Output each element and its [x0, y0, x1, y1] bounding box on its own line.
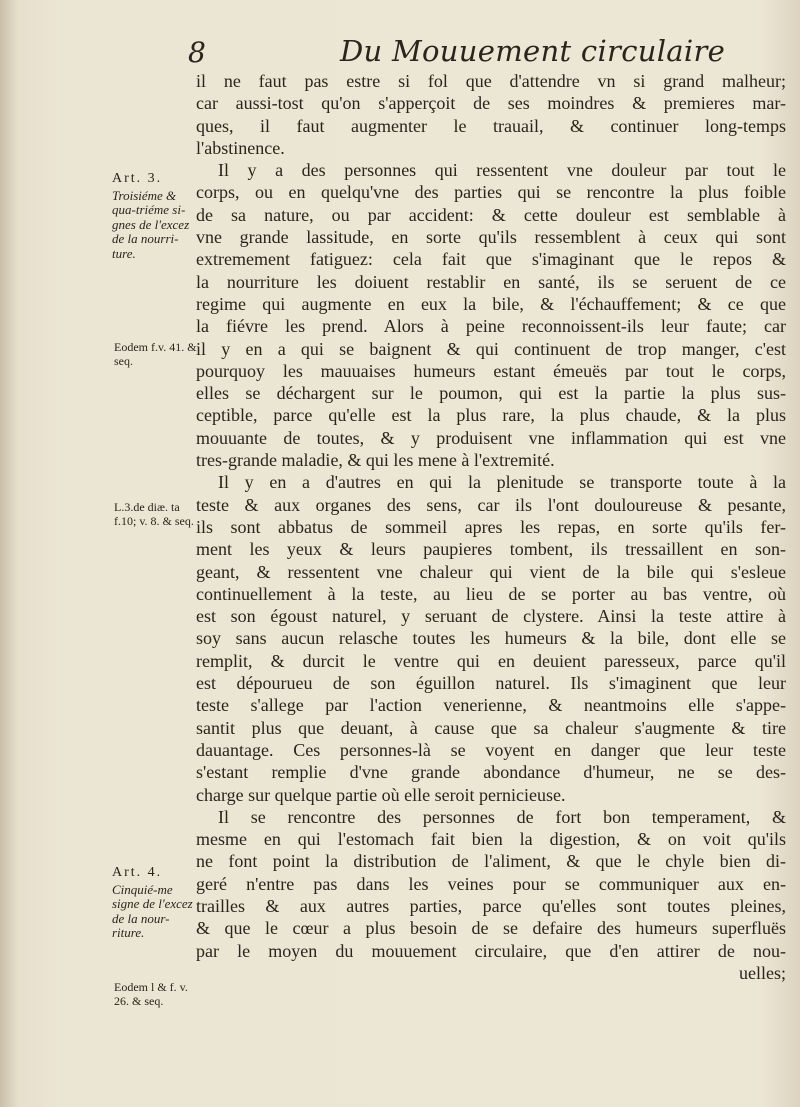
- text-line: pourquoy les mauuaises humeurs estant émeuës par tout le corps,: [196, 360, 786, 381]
- text-line: la fiévre les prend. Alors à peine reconnoissent-ils leur faute; car: [196, 316, 786, 337]
- text-line: charge sur quelque partie où elle seroit pernicieuse.: [196, 784, 566, 805]
- text-line: geant, & ressentent vne chaleur qui vient de la bile qui s'esleue: [196, 561, 786, 582]
- page-header: [0, 28, 800, 72]
- margin-article-summary: Cinquié-me signe de l'excez de la nour-riture.: [112, 881, 193, 940]
- text-line: trailles & aux autres parties, parce qu'elles sont toutes pleines,: [196, 895, 786, 916]
- margin-note-art3: [112, 172, 200, 261]
- text-line: il ne faut pas estre si fol que d'attendre vn si grand malheur;: [196, 71, 786, 91]
- text-line: ment les yeux & leurs paupieres tombent, ils tressaillent en son-: [196, 539, 786, 560]
- margin-note-art4: [112, 866, 200, 941]
- text-line: tres-grande maladie, & qui les mene à l'extremité.: [196, 450, 555, 471]
- text-line: corps, ou en quelqu'vne des parties qui se rencontre la plus foible: [196, 182, 786, 203]
- margin-reference: L.3.de diæ. ta f.10; v. 8. & seq.: [114, 500, 194, 528]
- text-line: teste & aux organes des sens, car ils l'ont douloureuse & pesante,: [196, 494, 786, 515]
- text-line: il y en a qui se baignent & qui continuent de trop manger, c'est: [196, 338, 786, 359]
- text-line: santit plus que deuant, à cause que sa chaleur s'augmente & tire: [196, 717, 786, 738]
- margin-article-label: Art. 4.: [112, 865, 163, 880]
- body-text: [196, 70, 786, 984]
- text-line: & que le cœur a plus besoin de se defaire des humeurs superfluës: [196, 918, 786, 939]
- text-line: est son égoust naturel, y seruant de clystere. Ainsi la teste attire à: [196, 606, 786, 627]
- text-line: extremement fatiguez: cela fait que s'imaginant que le repos &: [196, 249, 786, 270]
- text-line: car aussi-tost qu'on s'apperçoit de ses moindres & premieres mar-: [196, 93, 786, 114]
- text-line: est dépourueu de son éguillon naturel. Ils s'imaginent que leur: [196, 673, 786, 694]
- text-line: ne font point la distribution de l'aliment, & que le chyle bien di-: [196, 851, 786, 872]
- text-line: ques, il faut augmenter le trauail, & continuer long-temps: [196, 115, 786, 136]
- text-line: soy sans aucun relasche toutes les humeurs & la bile, dont elle se: [196, 628, 786, 649]
- running-title: Du Mouuement circulaire: [340, 34, 726, 68]
- margin-article-summary: Troisiéme & qua-triéme si-gnes de l'excez de la nourri-ture.: [112, 187, 190, 261]
- text-line: remplit, & durcit le ventre qui en deuient paresseux, parce qu'il: [196, 650, 786, 671]
- text-line: mouuante de toutes, & y produisent vne inflammation qui est vne: [196, 427, 786, 448]
- page-number: 8: [188, 36, 206, 69]
- text-line: la nourriture les doiuent restablir en santé, ils se seruent de ce: [196, 271, 786, 292]
- text-line: regime qui augmente en eux la bile, & l'échauffement; & ce que: [196, 293, 786, 314]
- text-line: Il se rencontre des personnes de fort bon temperament, &: [218, 806, 786, 827]
- text-line: vne grande lassitude, en sorte qu'ils ressemblent à ceux qui sont: [196, 227, 786, 248]
- margin-reference: Eodem f.v. 41. & seq.: [114, 340, 197, 368]
- text-line: s'estant remplie d'vne grande abondance d'humeur, ne se des-: [196, 762, 786, 783]
- text-line: ils sont abbatus de sommeil apres les repas, en sorte qu'ils fer-: [196, 516, 786, 537]
- margin-reference: Eodem l & f. v. 26. & seq.: [114, 980, 188, 1008]
- margin-article-label: Art. 3.: [112, 171, 163, 186]
- text-line: elles se déchargent sur le poumon, qui est la partie la plus sus-: [196, 383, 786, 404]
- text-line: de sa nature, ou par accident: & cette douleur est semblable à: [196, 204, 786, 225]
- text-line: mesme en qui l'estomach fait bien la digestion, & on voit qu'ils: [196, 829, 786, 850]
- text-line: Il y a des personnes qui ressentent vne douleur par tout le: [218, 160, 786, 181]
- text-line: teste s'allege par l'action venerienne, & neantmoins elle s'appe-: [196, 695, 786, 716]
- text-line: par le moyen du mouuement circulaire, que d'en attirer de nou-: [196, 940, 786, 961]
- text-line: l'abstinence.: [196, 137, 285, 158]
- text-line: ceptible, parce qu'elle est la plus rare, la plus chaude, & la plus: [196, 405, 786, 426]
- text-line: geré n'entre pas dans les veines pour se communiquer aux en-: [196, 873, 786, 894]
- text-line: Il y en a d'autres en qui la plenitude se transporte toute à la: [218, 472, 786, 493]
- catchword: uelles;: [739, 962, 786, 983]
- text-line: dauantage. Ces personnes-là se voyent en danger que leur teste: [196, 739, 786, 760]
- text-line: continuellement à la teste, au lieu de se porter au bas ventre, où: [196, 583, 786, 604]
